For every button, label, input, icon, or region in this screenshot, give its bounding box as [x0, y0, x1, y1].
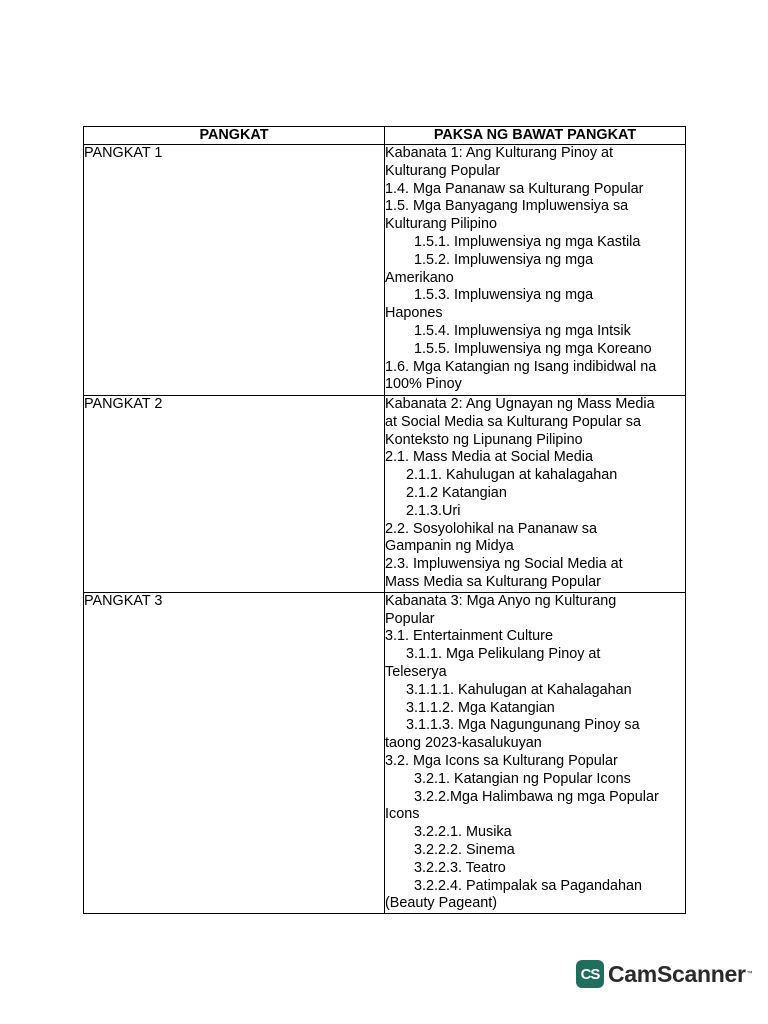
topic-line: 2.1.2 Katangian: [406, 484, 507, 501]
table-row: [84, 396, 686, 593]
topic-line: 3.2.2.2. Sinema: [414, 841, 515, 858]
topic-line: 2.1.1. Kahulugan at kahalagahan: [406, 467, 618, 484]
topic-line: Mass Media sa Kulturang Popular: [385, 573, 601, 590]
topic-line: 3.2.2.Mga Halimbawa ng mga Popular: [414, 788, 659, 805]
topic-line: 1.5.1. Impluwensiya ng mga Kastila: [414, 233, 641, 250]
topic-line: 2.3. Impluwensiya ng Social Media at: [385, 556, 623, 573]
topic-line: Konteksto ng Lipunang Pilipino: [385, 431, 583, 448]
topic-line: (Beauty Pageant): [385, 895, 497, 912]
topic-line: 3.1.1.2. Mga Katangian: [406, 699, 555, 716]
header-pangkat: PANGKAT: [84, 127, 385, 145]
trademark-symbol: ™: [746, 971, 753, 977]
topic-line: Gampanin ng Midya: [385, 538, 514, 555]
topic-line: 3.1.1.1. Kahulugan at Kahalagahan: [406, 681, 632, 698]
topic-line: 3.2.1. Katangian ng Popular Icons: [414, 770, 631, 787]
camscanner-watermark: [576, 958, 753, 990]
group-cell: PANGKAT 3: [84, 592, 385, 913]
topic-line: 3.2. Mga Icons sa Kulturang Popular: [385, 752, 618, 769]
topic-line: Kabanata 3: Mga Anyo ng Kulturang: [385, 592, 617, 609]
topic-line: Kabanata 2: Ang Ugnayan ng Mass Media: [385, 396, 655, 412]
table-header-row: [84, 127, 686, 145]
topic-line: Kabanata 1: Ang Kulturang Pinoy at: [385, 145, 614, 161]
topic-line: Teleserya: [385, 663, 447, 680]
topic-line: 2.1.3.Uri: [406, 502, 461, 519]
topic-line: Hapones: [385, 305, 443, 322]
topic-line: Amerikano: [385, 269, 454, 286]
table-row: [84, 592, 686, 913]
topic-line: 2.1. Mass Media at Social Media: [385, 449, 593, 466]
topic-line: 3.1.1. Mga Pelikulang Pinoy at: [406, 646, 601, 663]
topic-line: 100% Pinoy: [385, 376, 462, 393]
topic-line: at Social Media sa Kulturang Popular sa: [385, 413, 641, 430]
topic-cell: [385, 145, 686, 396]
topic-line: Popular: [385, 610, 435, 627]
topic-line: 3.2.2.4. Patimpalak sa Pagandahan: [414, 877, 643, 894]
topic-line: 1.5.2. Impluwensiya ng mga: [414, 251, 594, 268]
topic-cell: [385, 592, 686, 913]
topic-line: Kulturang Popular: [385, 162, 501, 179]
topic-line: 1.4. Mga Pananaw sa Kulturang Popular: [385, 180, 644, 197]
topic-line: 1.5.4. Impluwensiya ng mga Intsik: [414, 322, 631, 339]
topic-line: 3.1. Entertainment Culture: [385, 628, 553, 645]
topic-line: 3.2.2.1. Musika: [414, 824, 512, 841]
topic-line: taong 2023-kasalukuyan: [385, 735, 542, 752]
topic-line: 3.1.1.3. Mga Nagungunang Pinoy sa: [406, 717, 640, 734]
header-paksa: PAKSA NG BAWAT PANGKAT: [385, 127, 686, 145]
group-cell: PANGKAT 2: [84, 396, 385, 593]
topic-line: 1.5. Mga Banyagang Impluwensiya sa: [385, 198, 629, 215]
camscanner-wordmark: CamScanner: [608, 960, 746, 987]
table-row: [84, 145, 686, 396]
topic-line: 1.5.3. Impluwensiya ng mga: [414, 287, 594, 304]
group-cell: PANGKAT 1: [84, 145, 385, 396]
topic-line: Icons: [385, 806, 420, 823]
topic-line: 3.2.2.3. Teatro: [414, 859, 506, 876]
topic-cell: [385, 396, 686, 593]
topic-line: 1.6. Mga Katangian ng Isang indibidwal na: [385, 358, 657, 375]
topic-line: Kulturang Pilipino: [385, 216, 497, 233]
topic-line: 1.5.5. Impluwensiya ng mga Koreano: [414, 340, 652, 357]
topics-table: [83, 126, 686, 914]
topic-line: 2.2. Sosyolohikal na Pananaw sa: [385, 520, 598, 537]
camscanner-logo-icon: CS: [576, 960, 604, 988]
